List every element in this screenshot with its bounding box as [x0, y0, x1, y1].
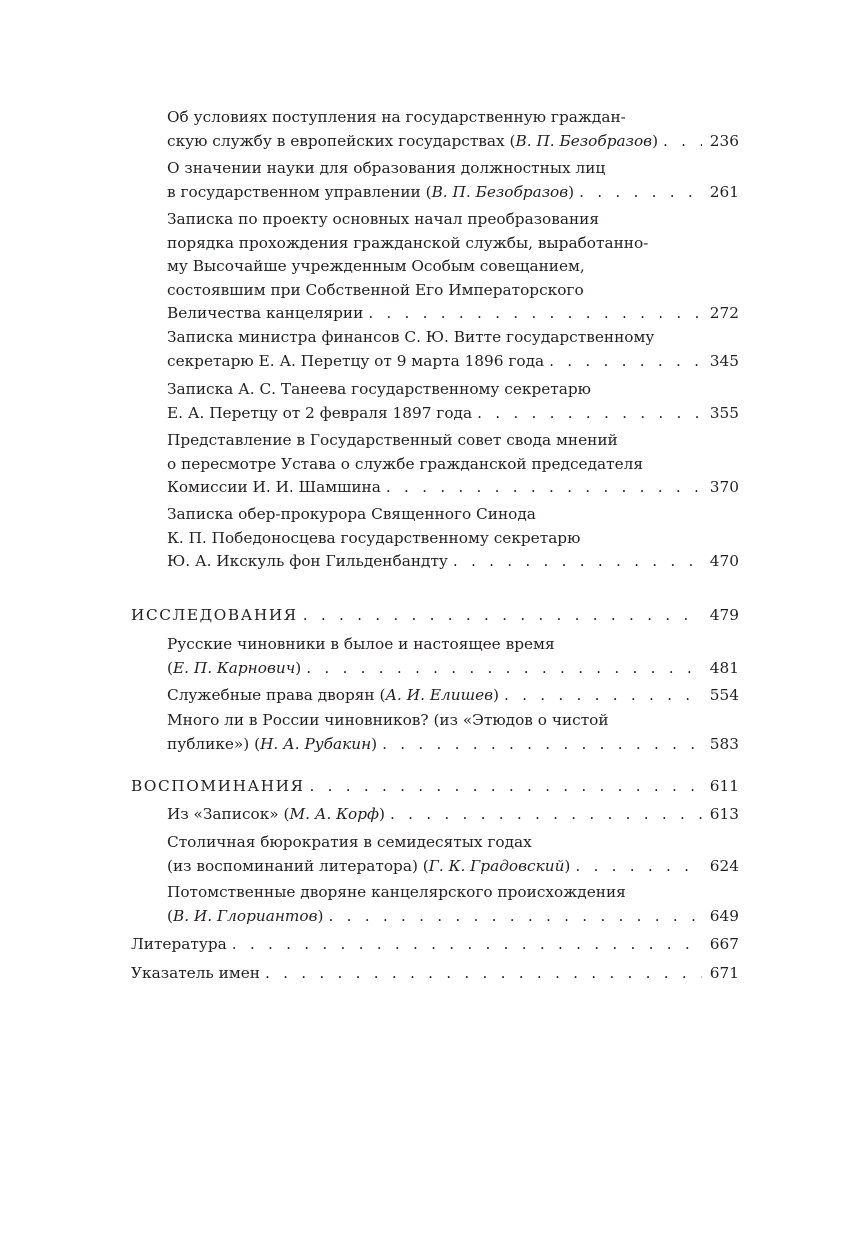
toc-entry-line: Записка А. С. Танеева государственному секретарю: [167, 380, 592, 398]
toc-entry-text: Служебные права дворян (А. И. Елишев): [167, 686, 500, 704]
toc-entry-text: Ю. А. Икскуль фон Гильденбандту: [167, 552, 448, 570]
toc-page-number: 481: [709, 658, 739, 677]
toc-entry-project-note: [167, 208, 739, 326]
toc-entry-line: Об условиях поступления на государственную граждан-: [167, 108, 626, 126]
dot-leader: [658, 130, 702, 154]
toc-page-number: 583: [709, 734, 739, 753]
dot-leader: [305, 775, 702, 799]
toc-entry-line: состоявшим при Собственной Его Императорского: [167, 280, 584, 299]
toc-entry-text: Комиссии И. И. Шамшина: [167, 478, 381, 496]
toc-entry-line: О значении науки для образования должностных лиц: [167, 159, 606, 177]
toc-page-number: 613: [709, 805, 739, 823]
dot-leader: [385, 803, 702, 827]
toc-entry-text: (из воспоминаний литератора) (Г. К. Градовский): [167, 856, 571, 875]
toc-entry-line: му Высочайше учрежденным Особым совещанием,: [167, 257, 585, 275]
toc-entry-line: Записка обер-прокурора Священного Синода: [167, 505, 536, 523]
toc-page-number: 261: [709, 182, 739, 201]
toc-entry-last-line: [167, 350, 739, 374]
toc-entry-text: (В. И. Глориантов): [167, 906, 324, 925]
toc-entry-line: Столичная бюрократия в семидесятых годах: [167, 833, 532, 851]
dot-leader: [324, 905, 702, 929]
toc-entry-author: В. И. Глориантов: [172, 906, 318, 925]
toc-page-number: 624: [709, 856, 739, 875]
toc-entry-author: Н. А. Рубакин: [260, 734, 372, 753]
toc-entry-text: секретарю Е. А. Перетцу от 9 марта 1896 года: [167, 351, 545, 370]
dot-leader: [260, 962, 702, 986]
toc-entry-line: Записка министра финансов С. Ю. Витте государственному: [167, 328, 655, 346]
toc-entry-last-line: [167, 733, 739, 757]
toc-entry-line: Записка по проекту основных начал преобразования: [167, 210, 600, 228]
toc-entry-elishev: [167, 684, 739, 708]
toc-entry-line: К. П. Победоносцева государственному секретарю: [167, 528, 581, 547]
toc-page-number: 649: [709, 906, 739, 925]
toc-section-memoirs: [131, 775, 739, 799]
toc-entry-text: публике») (Н. А. Рубакин): [167, 734, 378, 753]
toc-entry-witte-note: [167, 326, 739, 373]
toc-entry-author: Г. К. Градовский: [428, 856, 565, 875]
toc-entry-last-line: [167, 130, 739, 154]
toc-entry-state-council: [167, 429, 739, 500]
toc-page-number: 272: [709, 304, 739, 322]
toc-entry-text: в государственном управлении (В. П. Безобразов): [167, 182, 575, 201]
dot-leader: [301, 657, 702, 681]
toc-entry-pobedonostsev-note: [167, 503, 739, 574]
toc-entry-bezobrazov-science: [167, 157, 739, 204]
toc-entry-karnovich: [167, 633, 739, 680]
toc-page-number: 554: [709, 686, 739, 704]
toc-entry-last-line: [167, 402, 739, 426]
toc-entry-text: Литература: [131, 935, 227, 953]
toc-entry-last-line: [131, 962, 739, 986]
toc-entry-literature: [131, 933, 739, 957]
toc-entry-text: Е. А. Перетцу от 2 февраля 1897 года: [167, 403, 473, 422]
toc-entry-line: Потомственные дворяне канцелярского происхождения: [167, 883, 626, 901]
toc-entry-gradovsky: [167, 831, 739, 878]
toc-entry-last-line: [167, 855, 739, 879]
toc-entry-line: Представление в Государственный совет свода мнений: [167, 431, 618, 449]
section-heading: ВОСПОМИНАНИЯ: [131, 777, 305, 795]
toc-page-number: 470: [709, 552, 739, 570]
toc-entry-text: скую службу в европейских государствах (В. П. Безобразов): [167, 131, 659, 150]
toc-entry-text: Величества канцелярии: [167, 304, 364, 322]
toc-entry-last-line: [167, 905, 739, 929]
toc-page-number: 345: [709, 351, 739, 370]
toc-entry-taneev-note: [167, 378, 739, 425]
toc-page-number: 479: [709, 606, 739, 624]
toc-entry-last-line: [131, 604, 739, 628]
toc-entry-last-line: [167, 181, 739, 205]
toc-entry-line: порядка прохождения гражданской службы, выработанно-: [167, 233, 649, 252]
toc-entry-rubakin: [167, 709, 739, 756]
toc-page-number: 611: [709, 777, 739, 795]
toc-entry-line: Русские чиновники в былое и настоящее время: [167, 635, 555, 653]
dot-leader: [381, 476, 702, 500]
toc-page-number: 236: [709, 131, 739, 150]
toc-page-number: 667: [709, 935, 739, 953]
toc-entry-last-line: [131, 775, 739, 799]
toc-entry-last-line: [167, 803, 739, 827]
toc-page-number: 355: [709, 403, 739, 422]
toc-entry-text: Из «Записок» (М. А. Корф): [167, 805, 385, 823]
toc-entry-author: В. П. Безобразов: [431, 182, 569, 201]
toc-entry-text: Указатель имен: [131, 964, 260, 982]
section-heading: ИССЛЕДОВАНИЯ: [131, 606, 298, 624]
toc-entry-line: о пересмотре Устава о службе гражданской председателя: [167, 454, 643, 473]
dot-leader: [499, 684, 702, 708]
toc-entry-last-line: [167, 684, 739, 708]
dot-leader: [544, 350, 702, 374]
toc-entry-author: Е. П. Карнович: [172, 658, 296, 677]
dot-leader: [227, 933, 702, 957]
toc-entry-last-line: [131, 933, 739, 957]
dot-leader: [448, 550, 702, 574]
toc-entry-gloriantov: [167, 881, 739, 928]
toc-entry-last-line: [167, 302, 739, 326]
toc-entry-last-line: [167, 550, 739, 574]
dot-leader: [363, 302, 701, 326]
toc-entry-author: М. А. Корф: [289, 805, 379, 823]
toc-page-number: 671: [709, 964, 739, 982]
dot-leader: [472, 402, 702, 426]
toc-entry-line: Много ли в России чиновников? (из «Этюдов о чистой: [167, 711, 609, 729]
toc-entry-last-line: [167, 476, 739, 500]
toc-entry-last-line: [167, 657, 739, 681]
toc-section-research: [131, 604, 739, 628]
dot-leader: [298, 604, 702, 628]
toc-page-number: 370: [709, 478, 739, 496]
dot-leader: [570, 855, 701, 879]
toc-entry-bezobrazov-conditions: [167, 106, 739, 153]
toc-entry-author: А. И. Елишев: [385, 686, 494, 704]
toc-entry-text: (Е. П. Карнович): [167, 658, 302, 677]
toc-entry-korf: [167, 803, 739, 827]
toc-entry-author: В. П. Безобразов: [515, 131, 653, 150]
toc-entry-name-index: [131, 962, 739, 986]
dot-leader: [377, 733, 702, 757]
dot-leader: [574, 181, 702, 205]
